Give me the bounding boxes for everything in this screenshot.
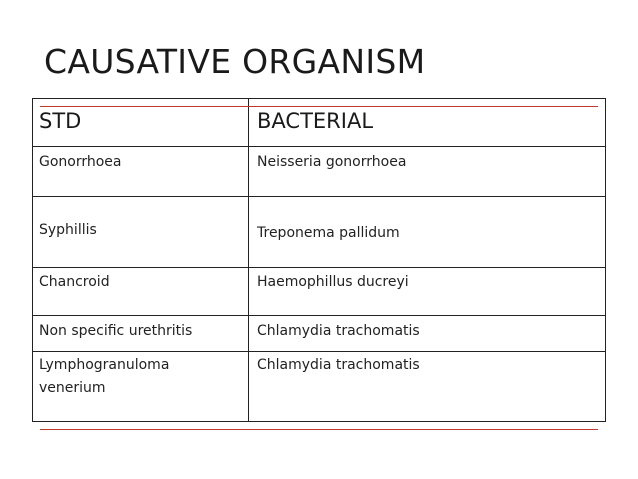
cell-std: Non specific urethritis [33, 316, 249, 351]
accent-rule-bottom [40, 429, 598, 430]
table-row [33, 268, 605, 316]
table-row [33, 352, 605, 421]
cell-std: Syphillis [33, 197, 249, 267]
organism-table [32, 98, 606, 422]
table-row [33, 197, 605, 268]
cell-std: Chancroid [33, 268, 249, 315]
cell-bacterial: Haemophillus ducreyi [257, 274, 409, 290]
table-row [33, 316, 605, 352]
accent-rule-top [40, 106, 598, 107]
cell-std: Gonorrhoea [33, 147, 249, 196]
cell-bacterial: Chlamydia trachomatis [257, 357, 420, 373]
header-std: STD [33, 99, 249, 146]
cell-bacterial: Neisseria gonorrhoea [257, 154, 407, 170]
cell-bacterial: Chlamydia trachomatis [257, 323, 420, 339]
slide-title: CAUSATIVE ORGANISM [44, 42, 426, 81]
cell-bacterial: Treponema pallidum [257, 225, 400, 241]
header-bacterial: BACTERIAL [257, 109, 374, 133]
cell-std: Lymphogranuloma venerium [33, 352, 249, 421]
table-row [33, 147, 605, 197]
